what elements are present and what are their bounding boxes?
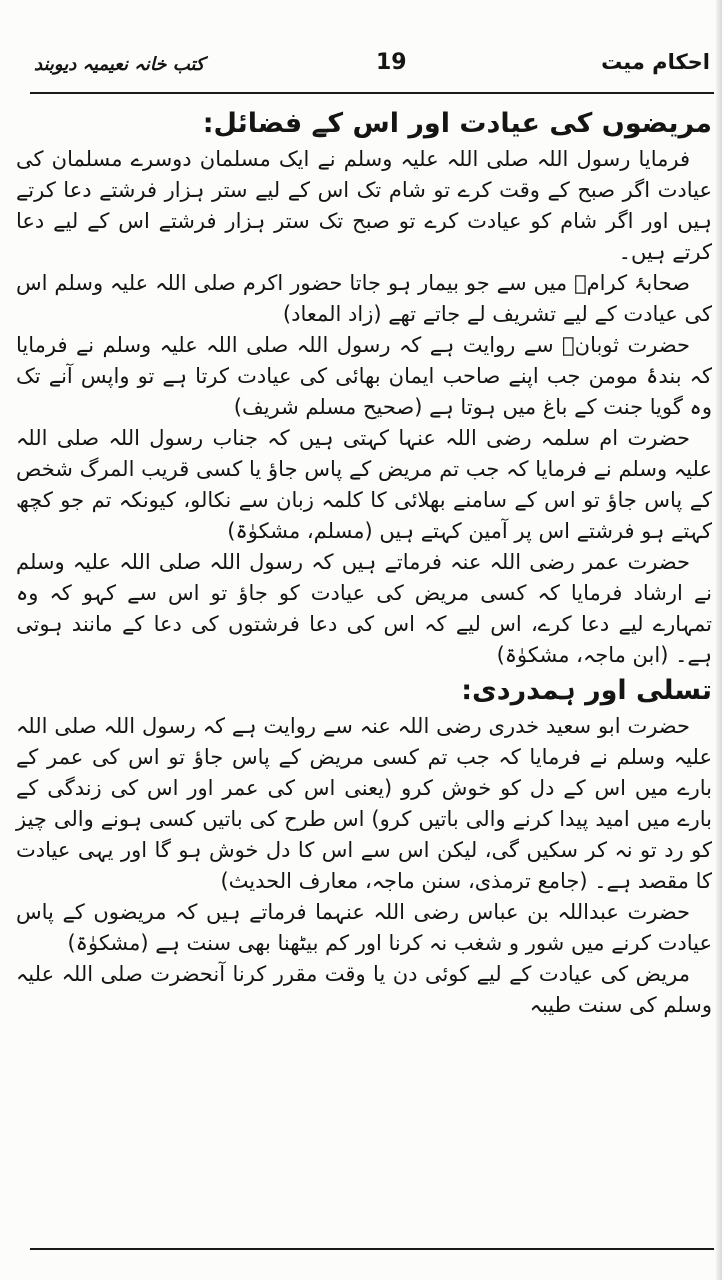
page-body: [16, 104, 712, 1021]
paragraph: مریض کی عیادت کے لیے کوئی دن یا وقت مقرر کرنا آنحضرت صلی اللہ علیہ وسلم کی سنت طیبہ: [16, 962, 712, 1017]
paragraph: حضرت ثوبانؓ سے روایت ہے کہ رسول اللہ صلی اللہ علیہ وسلم نے فرمایا کہ بندۂ مومن جب اپنے صاحب ایمان بھائی کی عیادت کرتا ہے تو واپس آنے تک وہ گویا جنت کے باغ میں ہوتا ہے (صحیح مسلم شریف): [16, 333, 712, 419]
footer-divider: [30, 1248, 714, 1250]
page-header: [34, 48, 710, 92]
header-divider: [30, 92, 714, 94]
paragraph: صحابۂ کرامؓ میں سے جو بیمار ہو جاتا حضور اکرم صلی اللہ علیہ وسلم اس کی عیادت کے لیے تشریف لے جاتے تھے (زاد المعاد): [16, 271, 712, 326]
publisher-name: کتب خانہ نعیمیہ دیوبند: [34, 54, 205, 75]
paragraph: حضرت عبداللہ بن عباس رضی اللہ عنہما فرماتے ہیں کہ مریضوں کے پاس عیادت کرنے میں شور و شغب نہ کرنا اور کم بیٹھنا بھی سنت ہے (مشکوٰۃ): [16, 900, 712, 955]
paragraph: حضرت ام سلمہ رضی اللہ عنہا کہتی ہیں کہ جناب رسول اللہ صلی اللہ علیہ وسلم نے فرمایا کہ جب تم مریض کے پاس جاؤ یا کسی قریب المرگ شخص کے پاس جاؤ تو اس کے سامنے بھلائی کا کلمہ زبان سے نکالو، کیونکہ تم جو کچھ کہتے ہو فرشتے اس پر آمین کہتے ہیں (مسلم، مشکوٰۃ): [16, 426, 712, 543]
paragraph: حضرت عمر رضی اللہ عنہ فرماتے ہیں کہ رسول اللہ صلی اللہ علیہ وسلم نے ارشاد فرمایا کہ کسی مریض کی عیادت کو جاؤ تو اس سے کہو کہ وہ تمہارے لیے دعا کرے، اس لیے کہ اس کی دعا فرشتوں کی دعا کے مانند ہوتی ہے۔ (ابن ماجہ، مشکوٰۃ): [16, 550, 712, 667]
section-heading-virtues: مریضوں کی عیادت اور اس کے فضائل:: [202, 108, 712, 139]
chapter-title: احکام میت: [601, 50, 710, 74]
page-edge-shadow: [716, 0, 722, 1280]
paragraph: حضرت ابو سعید خدری رضی اللہ عنہ سے روایت ہے کہ رسول اللہ صلی اللہ علیہ وسلم نے فرمایا کہ جب تم کسی مریض کے پاس جاؤ تو اس کی عمر کے بارے میں اس کے دل کو خوش کرو (یعنی اس کی عمر اور اس کی زندگی کے بارے میں امید پیدا کرنے والی باتیں کرو) اس طرح کی باتیں کسی ہونے والی چیز کو رد تو نہ کر سکیں گی، لیکن اس سے اس کا دل خوش ہو گا اور یہی عیادت کا مقصد ہے۔ (جامع ترمذی، سنن ماجہ، معارف الحدیث): [16, 714, 712, 893]
paragraph: فرمایا رسول اللہ صلی اللہ علیہ وسلم نے ایک مسلمان دوسرے مسلمان کی عیادت اگر صبح کے وقت کرے تو شام تک اس کے لیے ستر ہزار فرشتے دعا کرتے ہیں اور اگر شام کو عیادت کرے تو صبح تک ستر ہزار فرشتے اس کے لیے دعا کرتے ہیں۔: [16, 147, 712, 264]
section-heading-consolation: تسلی اور ہمدردی:: [461, 675, 712, 706]
page-number: 19: [376, 50, 407, 75]
